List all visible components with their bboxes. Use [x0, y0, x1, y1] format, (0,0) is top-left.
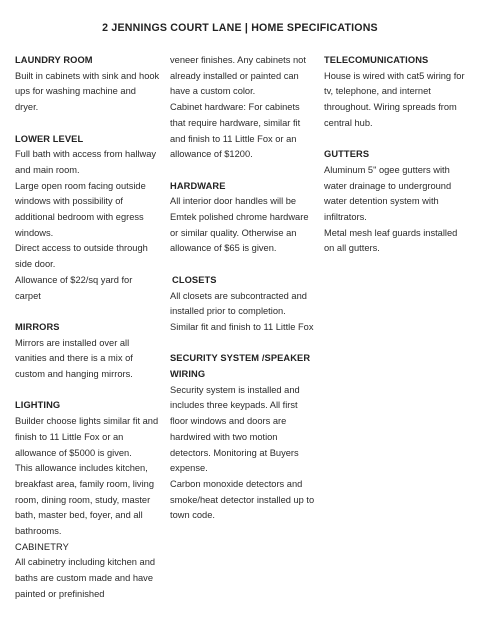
section-text: Built in cabinets with sink and hook ups for washing machine and dryer. — [15, 70, 160, 113]
section-cabinetry — [15, 540, 160, 603]
section-heading: SECURITY SYSTEM /SPEAKER WIRING — [170, 353, 311, 380]
section-text: All cabinetry including kitchen and baths are custom made and have painted or prefinished — [15, 557, 156, 599]
section-text: Direct access to outside through side door. — [15, 243, 148, 270]
section-heading: GUTTERS — [324, 149, 370, 160]
spec-column-1 — [15, 53, 160, 603]
section-heading: TELECOMUNICATIONS — [324, 55, 429, 65]
section-heading: LAUNDRY ROOM — [15, 55, 93, 65]
section-laundry-room — [15, 53, 160, 116]
section-text: Aluminum 5" ogee gutters with water drainage to underground water detention system with infiltrators. — [324, 164, 452, 223]
section-lower-level — [15, 132, 160, 305]
section-closets — [170, 273, 315, 336]
section-cabinetry-continued — [170, 53, 315, 163]
spec-column-2 — [170, 53, 315, 524]
section-telecommunications — [324, 53, 470, 132]
section-text: veneer finishes. Any cabinets not already installed or painted can have a custom color. — [170, 55, 306, 97]
section-text: Builder choose lights similar fit and finish to 11 Little Fox or an allowance of $5000 is given. — [15, 416, 159, 458]
section-text: All interior door handles will be Emtek polished chrome hardware or similar quality. Otherwise an allowance of $65 is given. — [170, 196, 309, 254]
section-mirrors — [15, 320, 160, 383]
section-heading: MIRRORS — [15, 321, 60, 332]
section-text: Full bath with access from hallway and main room. — [15, 149, 157, 175]
section-text: Metal mesh leaf guards installed on all gutters. — [324, 227, 458, 254]
section-heading: CLOSETS — [172, 274, 217, 285]
section-heading: HARDWARE — [170, 180, 226, 191]
section-text: Cabinet hardware: For cabinets that require hardware, similar fit and finish to 11 Little Fox or an allowance of $1200. — [170, 102, 301, 160]
section-heading: LOWER LEVEL — [15, 133, 84, 144]
section-heading: LIGHTING — [15, 400, 61, 411]
section-text: All closets are subcontracted and installed prior to completion. Similar fit and finish to 11 Little Fox — [170, 290, 314, 332]
section-text: This allowance includes kitchen, breakfast area, family room, living room, dining room, study, master bath, master bed, foyer, and all bathrooms. — [15, 463, 154, 537]
section-text: Security system is installed and includes three keypads. All first floor windows and doors are hardwired with two motion detectors. Monitoring at Buyers expense. — [170, 384, 300, 474]
section-gutters — [324, 147, 470, 257]
section-text: Allowance of $22/sq yard for carpet — [15, 274, 133, 301]
section-text: Mirrors are installed over all vanities and there is a mix of custom and hanging mirrors. — [15, 337, 133, 380]
section-hardware — [170, 179, 315, 258]
section-security-system — [170, 351, 315, 524]
section-heading: CABINETRY — [15, 541, 69, 552]
section-text: Large open room facing outside windows with possibility of additional bedroom with egress windows. — [15, 180, 146, 238]
spec-column-3 — [324, 53, 470, 273]
section-text: House is wired with cat5 wiring for tv, telephone, and internet throughout. Wiring spreads from central hub. — [324, 70, 465, 128]
section-lighting — [15, 398, 160, 539]
section-text: Carbon monoxide detectors and smoke/heat detector installed up to town code. — [170, 478, 315, 521]
page-title: 2 JENNINGS COURT LANE | HOME SPECIFICATIONS — [102, 22, 378, 34]
